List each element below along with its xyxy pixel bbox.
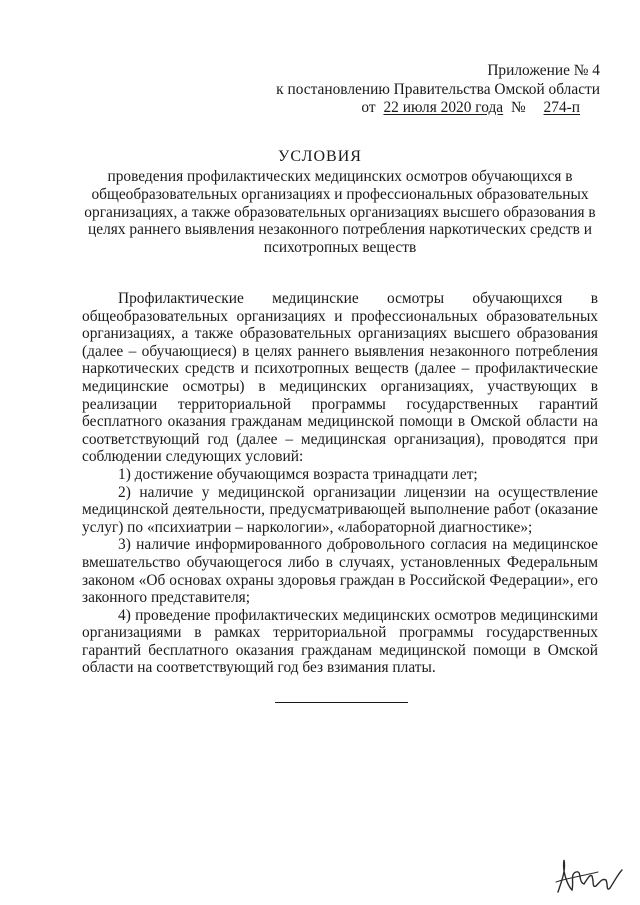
resolution-date-line [361, 99, 600, 117]
resolution-date: 22 июля 2020 года [383, 99, 504, 116]
closing-divider [275, 702, 408, 703]
from-label: от [361, 99, 376, 116]
document-title: УСЛОВИЯ [278, 148, 362, 165]
resolution-reference: к постановлению Правительства Омской области [276, 81, 600, 98]
appendix-number: Приложение № 4 [487, 62, 600, 79]
condition-item-1: 1) достижение обучающимся возраста тринадцати лет; [118, 465, 478, 483]
document-body [82, 290, 598, 677]
document-subtitle: проведения профилактических медицинских осмотров обучающихся в общеобразовательных организациях и профессиональных образовательных организациях, а также образовательных организациях высшего образования в целях раннего выявления незаконного потребления наркотических средств и психотропных веществ [84, 168, 596, 257]
intro-paragraph: Профилактические медицинские осмотры обучающихся в общеобразовательных организациях и профессиональных образовательных организациях, а также образовательных организациях высшего образования (далее – обучающиеся) в целях раннего выявления незаконного потребления наркотических средств и психотропных веществ (далее – профилактические медицинские осмотры) в медицинских организациях, участвующих в реализации территориальной программы государственных гарантий бесплатного оказания гражданам медицинской помощи в Омской области на соответствующий год (далее – медицинская организация), проводятся при соблюдении следующих условий: [82, 290, 598, 466]
condition-item-4: 4) проведение профилактических медицинских осмотров медицинскими организациями в рамках территориальной программы государственных гарантий бесплатного оказания гражданам медицинской помощи в Омской области на соответствующий год без взимания платы. [82, 606, 598, 677]
resolution-number: 274-п [543, 99, 580, 116]
number-label: № [511, 99, 526, 116]
condition-item-3: 3) наличие информированного добровольного согласия на медицинское вмешательство обучающегося либо в случаях, установленных Федеральным законом «Об основах охраны здоровья граждан в Российской Федерации», его законного представителя; [82, 536, 598, 607]
condition-item-2: 2) наличие у медицинской организации лицензии на осуществление медицинской деятельности, предусматривающей выполнение работ (оказание услуг) по «психиатрии – наркологии», «лабораторной диагностике»; [82, 483, 598, 536]
handwritten-signature [548, 852, 628, 900]
